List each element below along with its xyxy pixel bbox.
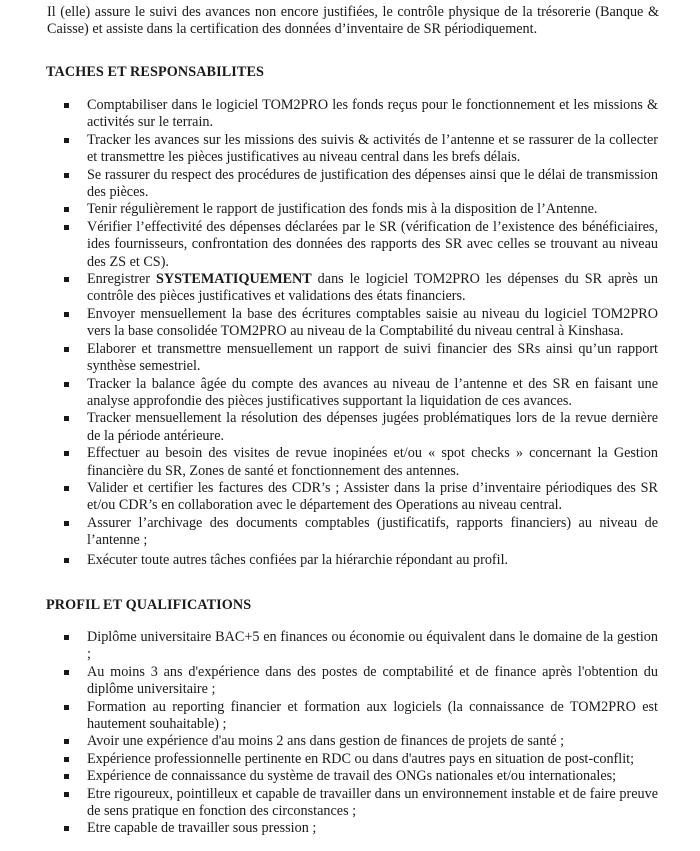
intro-paragraph: Il (elle) assure le suivi des avances non encore justifiées, le contrôle physique de la trésorerie (Banque & Caisse) et assiste dans la certification des données d’inventaire de SR périodiquement.: [47, 4, 659, 38]
list-item: Expérience professionnelle pertinente en RDC ou dans d'autres pays en situation de post-conflit;: [0, 751, 700, 768]
bullet-square-icon: [64, 521, 69, 526]
list-item: Avoir une expérience d'au moins 2 ans dans gestion de finances de projets de santé ;: [0, 733, 700, 750]
list-item: Tracker les avances sur les missions des suivis & activités de l’antenne et se rassurer de la collecter et transmettre les pièces justificatives au niveau central dans les brefs délais.: [0, 132, 700, 167]
bullet-square-icon: [64, 635, 69, 640]
bullet-square-icon: [64, 670, 69, 675]
bullet-square-icon: [64, 705, 69, 710]
list-item: Exécuter toute autres tâches confiées par la hiérarchie répondant au profil.: [0, 552, 700, 569]
bullet-square-icon: [64, 486, 69, 491]
list-item: Comptabiliser dans le logiciel TOM2PRO les fonds reçus pour le fonctionnement et les missions & activités sur le terrain.: [0, 97, 700, 132]
list-item: Formation au reporting financier et formation aux logiciels (la connaissance de TOM2PRO est hautement souhaitable) ;: [0, 699, 700, 734]
list-item: Tracker la balance âgée du compte des avances au niveau de l’antenne et des SR en faisant une analyse approfondie des pièces justificatives supportant la liquidation de ces avances.: [0, 376, 700, 411]
bullet-square-icon: [64, 347, 69, 352]
bullet-square-icon: [64, 739, 69, 744]
list-item: Tenir régulièrement le rapport de justification des fonds mis à la disposition de l’Antenne.: [0, 201, 700, 218]
profil-list: [0, 629, 700, 838]
bullet-square-icon: [64, 757, 69, 762]
list-item: Envoyer mensuellement la base des écritures comptables saisie au niveau du logiciel TOM2PRO vers la base consolidée TOM2PRO au niveau de la Comptabilité du niveau central à Kinshasa.: [0, 306, 700, 341]
taches-list: [0, 97, 700, 569]
bullet-square-icon: [64, 451, 69, 456]
bullet-square-icon: [64, 416, 69, 421]
bullet-square-icon: [64, 382, 69, 387]
list-item: Vérifier l’effectivité des dépenses déclarées par le SR (vérification de l’existence des bénéficiaires, ides fournisseurs, confrontation des données des rapports des SR avec celles se trouvant au niveau des ZS et CS).: [0, 219, 700, 271]
list-item: Valider et certifier les factures des CDR’s ; Assister dans la prise d’inventaire périodiques des SR et/ou CDR’s en collaboration avec le département des Operations au niveau central.: [0, 480, 700, 515]
list-item: Effectuer au besoin des visites de revue inopinées et/ou « spot checks » concernant la Gestion financière du SR, Zones de santé et fonctionnement des antennes.: [0, 445, 700, 480]
emphasis-text: SYSTEMATIQUEMENT: [155, 271, 312, 288]
list-item: Se rassurer du respect des procédures de justification des dépenses ainsi que le délai de transmission des pièces.: [0, 167, 700, 202]
list-item: Tracker mensuellement la résolution des dépenses jugées problématiques lors de la revue dernière de la période antérieure.: [0, 410, 700, 445]
bullet-square-icon: [64, 312, 69, 317]
bullet-square-icon: [64, 277, 69, 282]
list-item: Assurer l’archivage des documents comptables (justificatifs, rapports financiers) au niveau de l’antenne ;: [0, 515, 700, 550]
bullet-square-icon: [64, 207, 69, 212]
list-item: Enregistrer SYSTEMATIQUEMENT dans le logiciel TOM2PRO les dépenses du SR après un contrôle des pièces justificatives et validations des états financiers.: [0, 271, 700, 306]
bullet-square-icon: [64, 774, 69, 779]
bullet-square-icon: [64, 138, 69, 143]
bullet-square-icon: [64, 792, 69, 797]
bullet-square-icon: [64, 558, 69, 563]
list-item: Expérience de connaissance du système de travail des ONGs nationales et/ou internationales;: [0, 768, 700, 785]
bullet-square-icon: [64, 826, 69, 831]
list-item: Etre rigoureux, pointilleux et capable de travailler dans un environnement instable et de faire preuve de sens pratique en fonction des circonstances ;: [0, 786, 700, 821]
bullet-square-icon: [64, 225, 69, 230]
bullet-square-icon: [64, 173, 69, 178]
profil-heading: PROFIL ET QUALIFICATIONS: [46, 597, 252, 613]
list-item: Diplôme universitaire BAC+5 en finances ou économie ou équivalent dans le domaine de la gestion ;: [0, 629, 700, 664]
list-item: Au moins 3 ans d'expérience dans des postes de comptabilité et de finance après l'obtention du diplôme universitaire ;: [0, 664, 700, 699]
taches-heading: TACHES ET RESPONSABILITES: [46, 64, 265, 80]
list-item: Etre capable de travailler sous pression ;: [0, 820, 700, 837]
list-item: Elaborer et transmettre mensuellement un rapport de suivi financier des SRs ainsi qu’un rapport synthèse semestriel.: [0, 341, 700, 376]
bullet-square-icon: [64, 103, 69, 108]
